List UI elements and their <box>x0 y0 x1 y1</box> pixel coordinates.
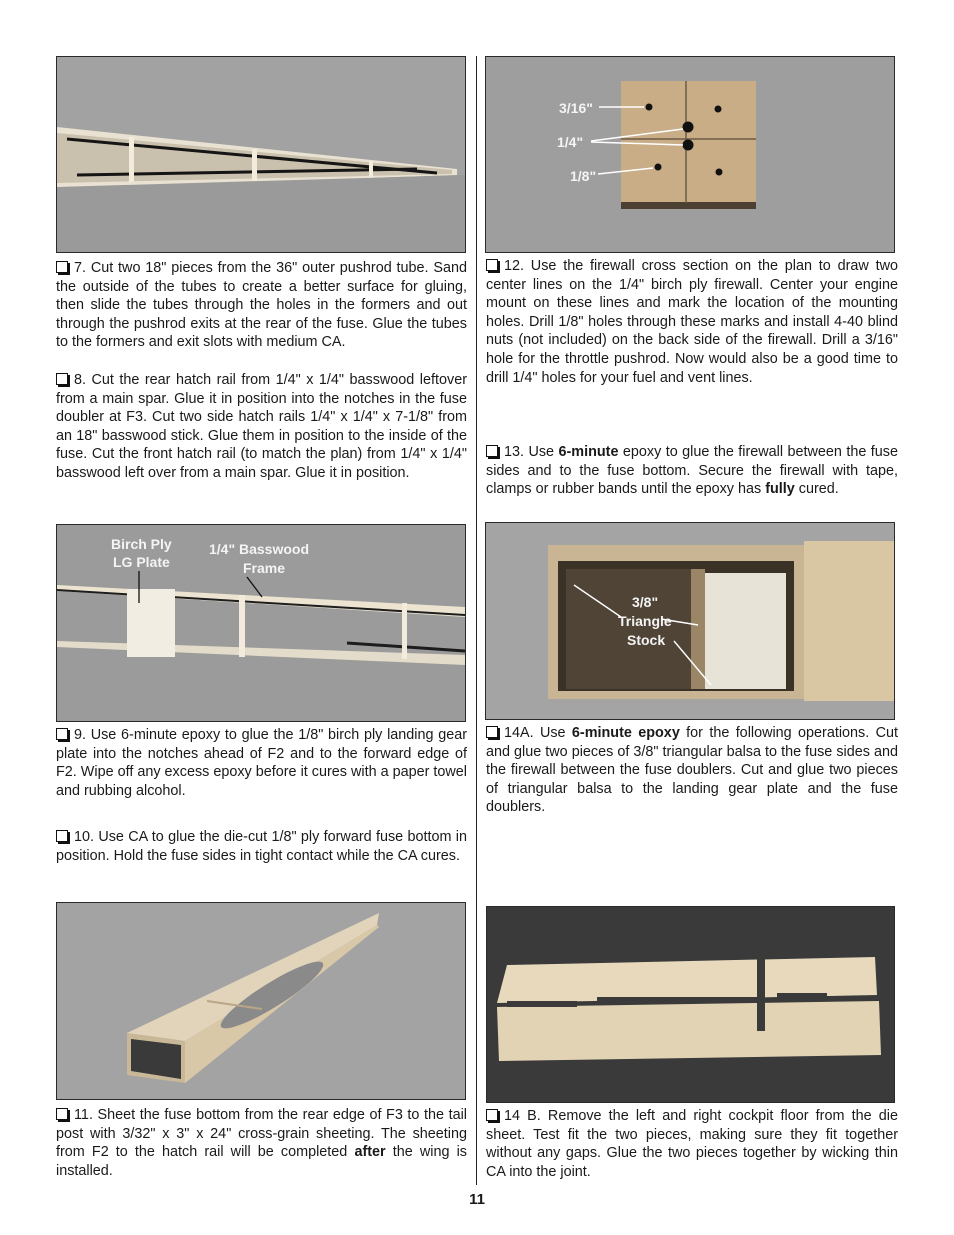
photo-fuse-sheeting <box>56 902 466 1100</box>
step-10 <box>56 828 467 865</box>
checkbox-icon[interactable] <box>56 728 68 740</box>
checkbox-icon[interactable] <box>56 373 68 385</box>
photo-firewall-holes <box>485 56 895 253</box>
checkbox-icon[interactable] <box>486 259 498 271</box>
label-frame: Frame <box>243 560 286 576</box>
label-basswood: 1/4" Basswood <box>209 541 310 557</box>
label-lg-plate: LG Plate <box>113 554 170 570</box>
step-14a-text-a: 14A. Use <box>504 725 572 741</box>
step-14a-bold: 6-minute epoxy <box>571 725 680 741</box>
step-10-text: 10. Use CA to glue the die-cut 1/8" ply forward fuse bottom in position. Hold the fuse sides in tight contact while the CA cures. <box>56 829 467 864</box>
lg-plate-frame-illustration <box>57 525 465 721</box>
checkbox-icon[interactable] <box>486 445 498 457</box>
photo-pushrod-tubes <box>56 56 466 253</box>
step-8 <box>56 371 467 483</box>
checkbox-icon[interactable] <box>486 726 498 738</box>
step-11-bold: after <box>354 1144 386 1161</box>
label-3-16: 3/16" <box>559 100 593 116</box>
step-14a <box>486 724 898 817</box>
step-9-text: 9. Use 6-minute epoxy to glue the 1/8" birch ply landing gear plate into the notches ahead of F2 and to the forward edge of F2. Wipe off any excess epoxy before it cures with a paper towel and rubbing alcohol. <box>56 727 467 799</box>
step-13-text-a: 13. Use <box>504 444 559 460</box>
step-12 <box>486 257 898 387</box>
photo-lg-plate-frame <box>56 524 466 722</box>
triangle-stock-illustration <box>486 523 894 719</box>
step-13-bold-a: 6-minute <box>558 444 619 460</box>
step-7 <box>56 259 467 352</box>
label-1-4: 1/4" <box>557 134 584 150</box>
step-13-text-c: cured. <box>794 481 839 498</box>
step-9 <box>56 726 467 800</box>
step-11-text-b: the wing is installed. <box>56 1144 467 1179</box>
fuselage-pushrod-illustration <box>57 57 465 252</box>
column-divider <box>476 56 477 1185</box>
label-1-8: 1/8" <box>570 168 597 184</box>
checkbox-icon[interactable] <box>56 1108 68 1120</box>
step-8-text: 8. Cut the rear hatch rail from 1/4" x 1/4" basswood leftover from a main spar. Glue it in position into the notches in the fuse doubler at F3. Cut two side hatch rails 1/4" x 1/4" x 7-1/8" from an 18" basswood stick. Glue them in position to the inside of the fuse. Cut the front hatch rail (to match the plan) from 1/4" x 1/4" basswood left over from a main spar. Glue it in position. <box>56 372 467 481</box>
step-11-text-a: 11. Sheet the fuse bottom from the rear edge of F3 to the tail post with 3/32" x 3" x 24" cross-grain sheeting. The sheeting from F2 to the hatch rail will be completed <box>56 1107 467 1161</box>
checkbox-icon[interactable] <box>486 1109 498 1121</box>
label-3-8: 3/8" <box>632 594 659 610</box>
step-14b <box>486 1107 898 1181</box>
step-13-text-b: epoxy to glue the firewall between the fuse sides and to the fuse bottom. Secure the firewall with tape, clamps or rubber bands until the epoxy has <box>486 444 898 498</box>
step-12-text: 12. Use the firewall cross section on the plan to draw two center lines on the 1/4" birch ply firewall. Center your engine mount on these lines and mark the location of the mounting holes. Drill 1/8" holes through these marks and install 4-40 blind nuts (not included) on the back side of the firewall. Drill a 3/16" hole for the throttle pushrod. Now would also be a good time to drill 1/4" holes for your fuel and vent lines. <box>486 258 898 386</box>
firewall-illustration <box>486 57 894 252</box>
step-13 <box>486 443 898 499</box>
checkbox-icon[interactable] <box>56 261 68 273</box>
step-11 <box>56 1106 467 1180</box>
step-14b-text: 14 B. Remove the left and right cockpit floor from the die sheet. Test fit the two pieces, making sure they fit together without any gaps. Glue the two pieces together by wicking thin CA into the joint. <box>486 1108 898 1180</box>
label-birch-ply: Birch Ply <box>111 536 172 552</box>
photo-triangle-stock <box>485 522 895 720</box>
step-7-text: 7. Cut two 18" pieces from the 36" outer pushrod tube. Sand the outside of the tubes to create a better surface for gluing, then slide the tubes through the holes in the formers and out through the pushrod exits at the rear of the fuse. Glue the tubes to the formers and exit slots with medium CA. <box>56 260 467 351</box>
label-triangle: Triangle <box>618 613 672 629</box>
fuse-sheeting-illustration <box>57 903 465 1099</box>
photo-cockpit-floor <box>486 906 895 1103</box>
step-13-bold-b: fully <box>765 481 795 498</box>
step-14a-text-b: for the following operations. Cut and glue two pieces of 3/8" triangular balsa to the fuse sides and the firewall between the fuse doublers. Cut and glue two pieces of triangular balsa to the landing gear plate and the fuse doublers. <box>486 725 898 816</box>
cockpit-floor-illustration <box>487 907 894 1102</box>
label-stock: Stock <box>627 632 666 648</box>
checkbox-icon[interactable] <box>56 830 68 842</box>
page-number: 11 <box>469 1191 485 1208</box>
